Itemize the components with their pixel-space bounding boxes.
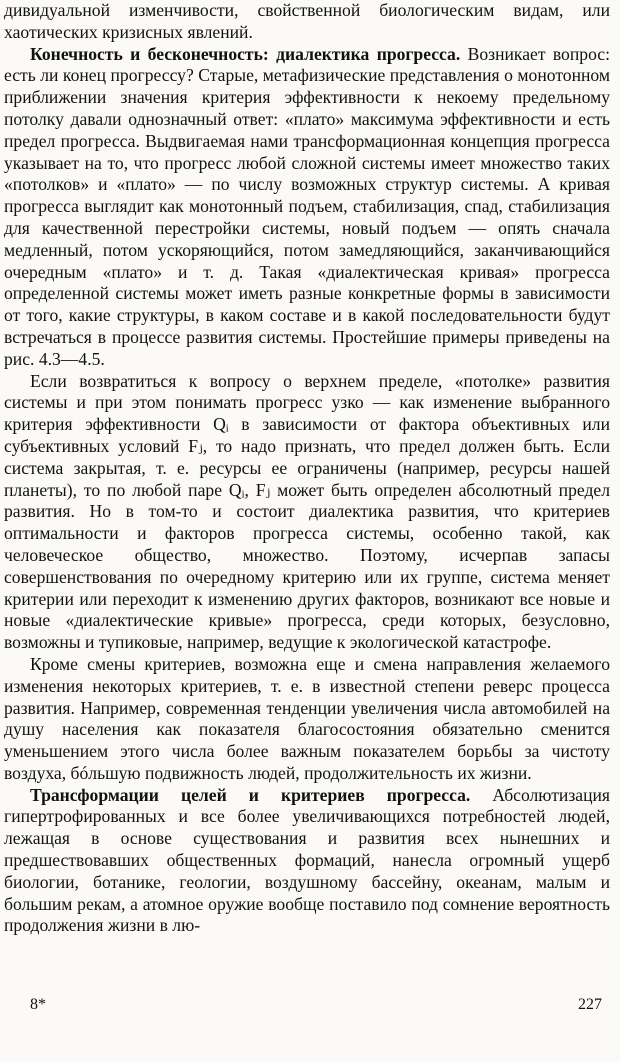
- paragraph-transformations: [4, 785, 610, 938]
- section-heading: Конечность и бесконечность: диалектика прогресса.: [30, 43, 461, 64]
- printer-signature: 8*: [30, 996, 46, 1013]
- paragraph-text: Кроме смены критериев, возможна еще и смена направления желаемого изменения некоторых критериев, т. е. в известной степени реверс процесса развития. Например, современная тенденции увеличения числа автомобилей на душу населения как показателя благосостояния обязательно сменится уменьшением этого числа более важным показателем борьбы за чистоту воздуха, бóльшую подвижность людей, продолжительность их жизни.: [4, 653, 610, 783]
- paragraph-text: дивидуальной изменчивости, свойственной биологическим видам, или хаотических кризисных явлений.: [4, 0, 610, 42]
- paragraph-text: Если возвратиться к вопросу о верхнем пределе, «потолке» развития системы и при этом понимать прогресс узко — как изменение выбранного критерия эффективности Qᵢ в зависимости от фактора объективных или субъективных условий Fⱼ, то надо признать, что предел должен быть. Если система закрытая, т. е. ресурсы ее ограничены (например, ресурсы нашей планеты), то по любой паре Qᵢ, Fⱼ может быть определен абсолютный предел развития. Но в том-то и состоит диалектика развития, что критериев оптимальности и факторов прогресса системы, особенно такой, как человеческое общество, множество. Поэтому, исчерпав запасы совершенствования по очередному критерию или их группе, система меняет критерии или переходит к изменению других факторов, возникают все новые и новые «диалектические кривые» прогресса, среди которых, безусловно, возможны и тупиковые, например, ведущие к экологической катастрофе.: [4, 370, 610, 653]
- page-number: 227: [578, 996, 602, 1013]
- paragraph-upper-limit: [4, 371, 610, 654]
- body-text: [4, 0, 610, 937]
- paragraph-progress-limits: [4, 44, 610, 371]
- section-heading: Трансформации целей и критериев прогресса.: [30, 784, 471, 805]
- paragraph-text: Абсолютизация гипертрофированных и все более увеличивающихся потребностей людей, лежащая в основе существования и развития всех нынешних и предшествовавших общественных формаций, нанесла огромный ущерб биологии, ботанике, геологии, воздушному бассейну, океанам, малым и большим рекам, а атомное оружие вообще поставило под сомнение вероятность продолжения жизни в лю-: [4, 784, 610, 936]
- paragraph-text: Возникает вопрос: есть ли конец прогрессу? Старые, метафизические представления о монотонном приближении значения критерия эффективности к некоему предельному потолку давали однозначный ответ: «плато» максимума эффективности и есть предел прогресса. Выдвигаемая нами трансформационная концепция прогресса указывает на то, что прогресс любой сложной системы имеет множество таких «потолков» и «плато» — по числу возможных структур системы. А кривая прогресса выглядит как монотонный подъем, стабилизация, спад, стабилизация для качественной перестройки системы, новый подъем — опять сначала медленный, потом ускоряющийся, потом замедляющийся, заканчивающийся очередным «плато» и т. д. Такая «диалектическая кривая» прогресса определенной системы может иметь разные конкретные формы в зависимости от того, какие структуры, в каком составе и в какой последовательности будут встречаться в процессе развития системы. Простейшие примеры приведены на рис. 4.3—4.5.: [4, 43, 610, 369]
- paragraph-continuation: [4, 0, 610, 44]
- paragraph-criteria-change: [4, 654, 610, 785]
